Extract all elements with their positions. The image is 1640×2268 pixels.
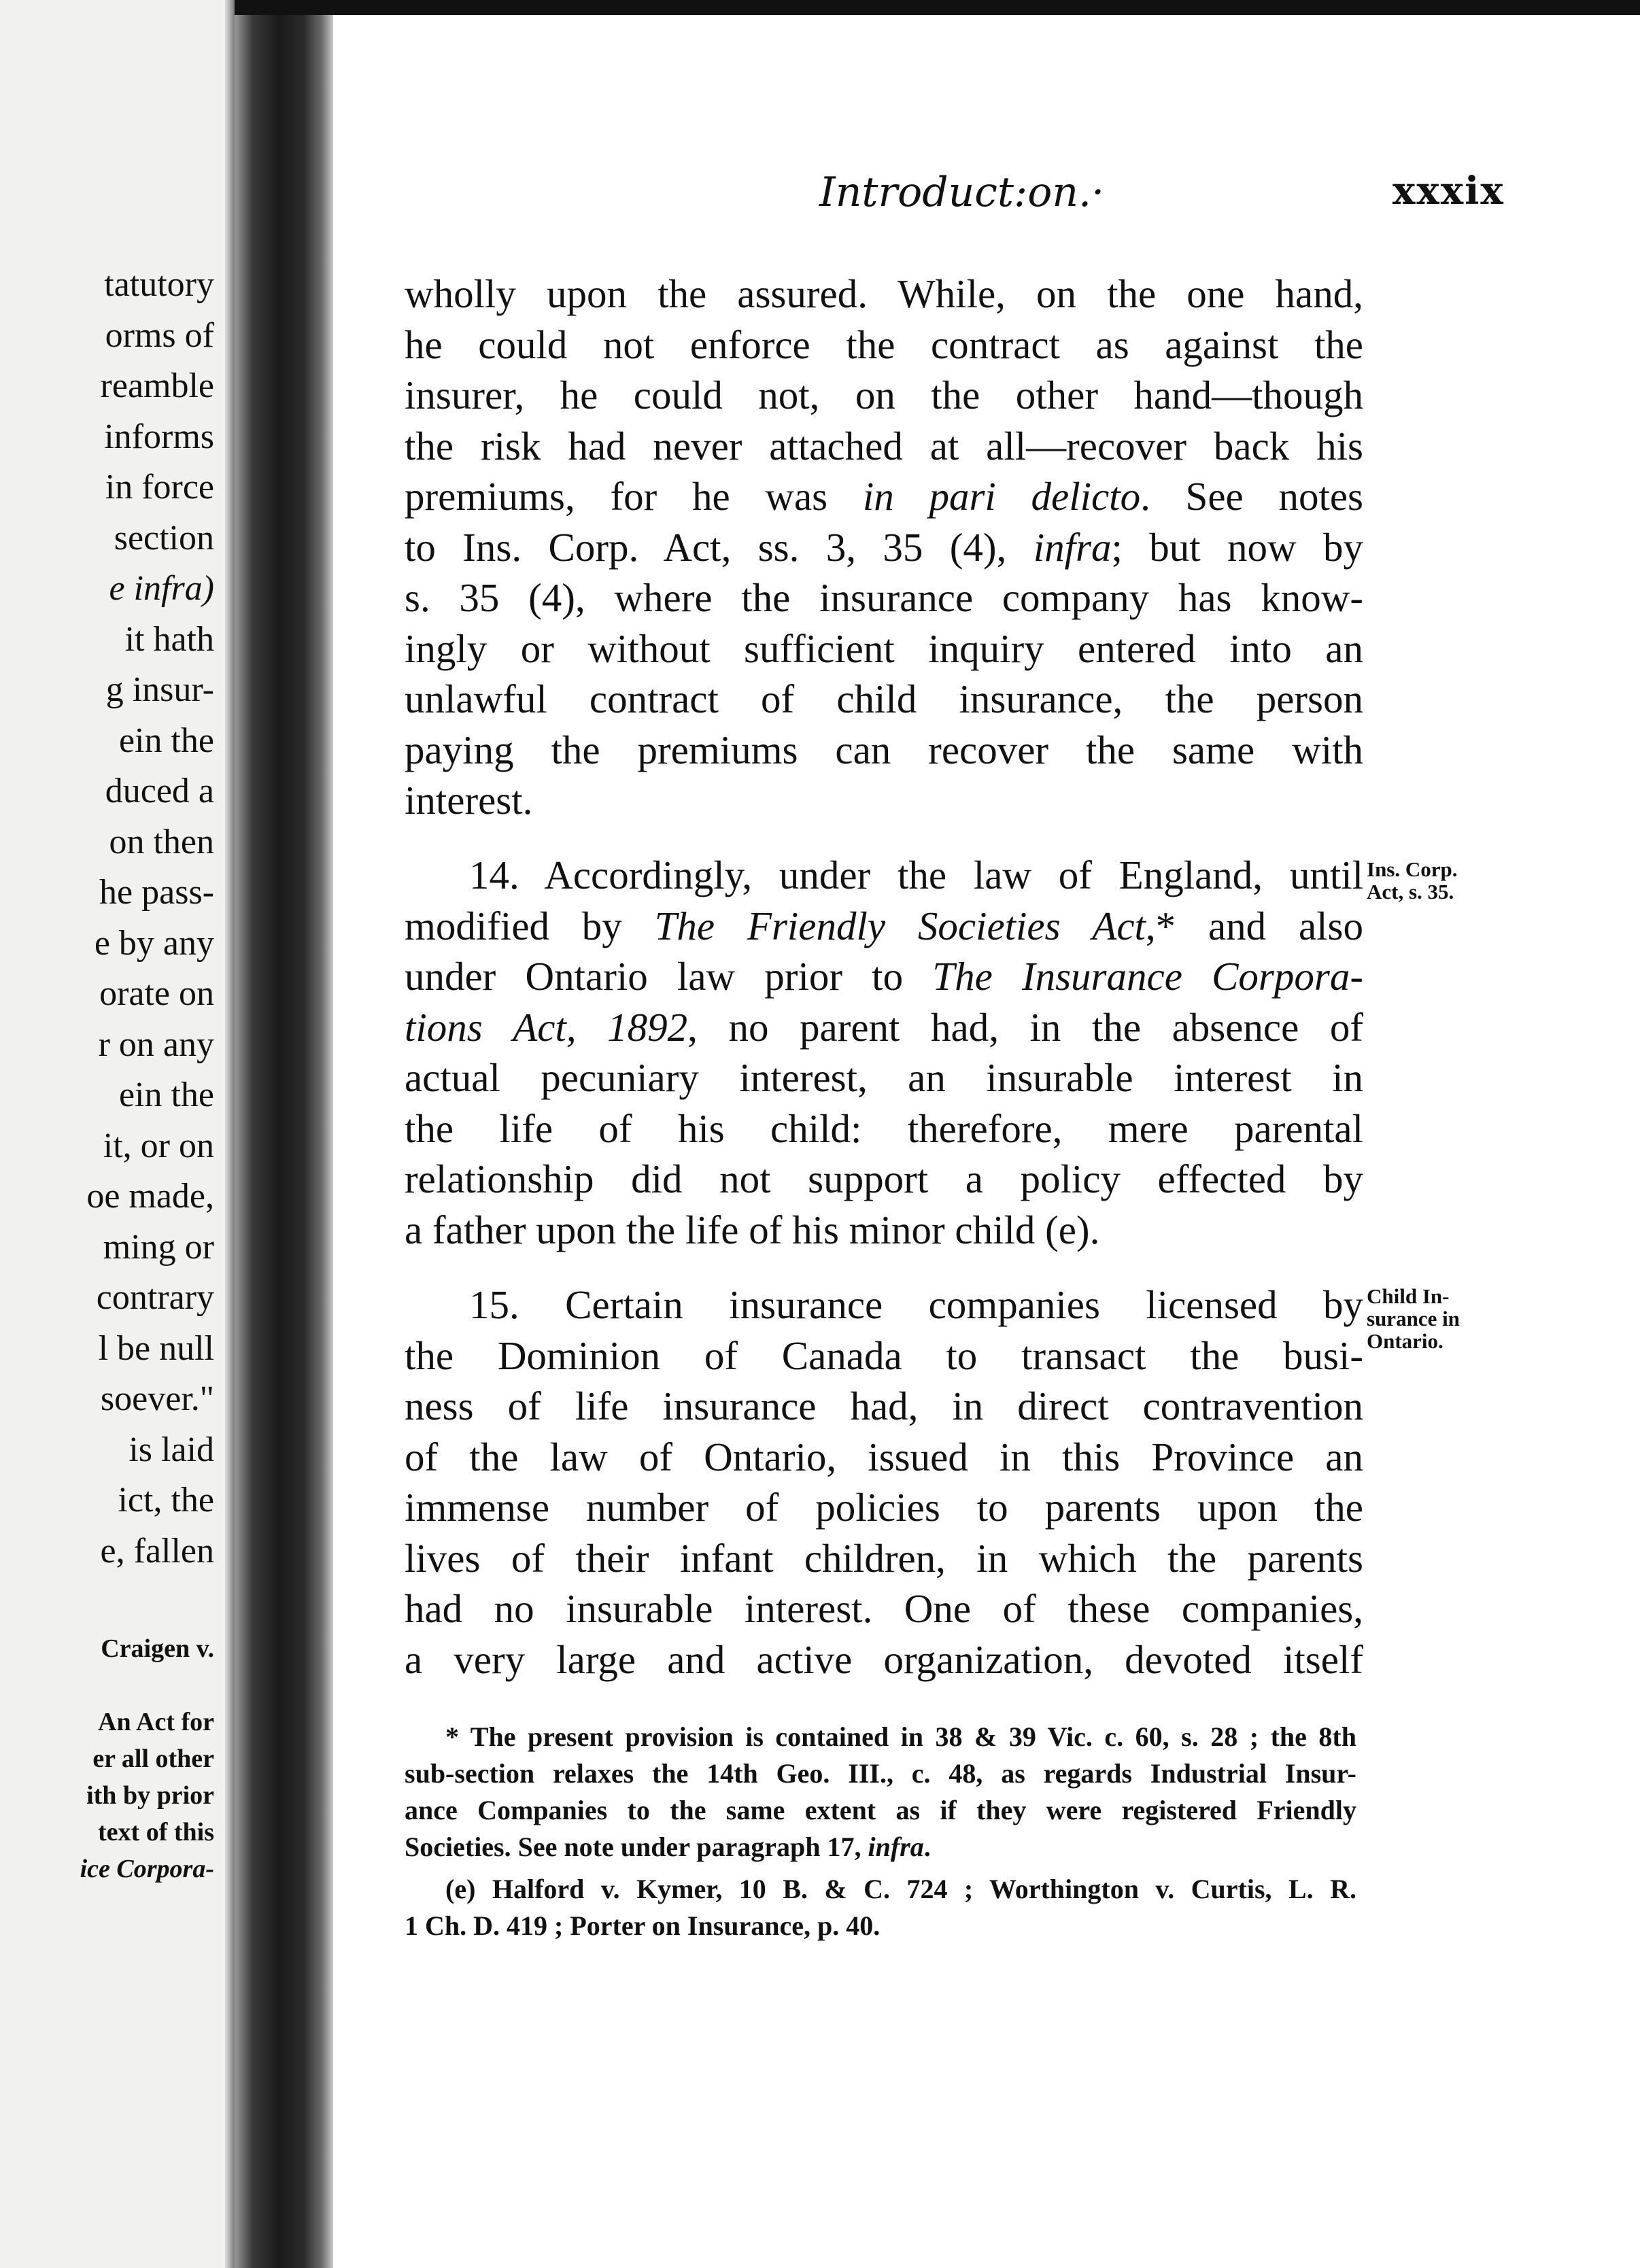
footnote-line: sub-section relaxes the 14th Geo. III., c. 48, as regards Industrial Insur- bbox=[405, 1758, 1356, 1789]
footnote-line: ith by prior bbox=[86, 1781, 214, 1810]
text-line: oe made, bbox=[86, 1177, 214, 1216]
footnote-line: ance Companies to the same extent as if they were registered Friendly bbox=[405, 1795, 1356, 1825]
previous-page-text bbox=[86, 260, 214, 1577]
text-line: tions Act, 1892, no parent had, in the absence of bbox=[405, 1004, 1363, 1050]
text-line: he pass- bbox=[99, 873, 214, 912]
footnote-line: ice Corpora- bbox=[80, 1855, 214, 1883]
text-line: section bbox=[114, 518, 214, 557]
footnote-line: Societies. See note under paragraph 17, infra. bbox=[405, 1832, 931, 1862]
text-line: reamble bbox=[100, 366, 214, 405]
paragraph-15 bbox=[405, 1279, 1363, 1685]
text-line: l be null bbox=[98, 1328, 214, 1368]
footnote-line bbox=[80, 1667, 214, 1704]
text-line: is laid bbox=[129, 1430, 214, 1469]
text-line: it hath bbox=[124, 619, 214, 659]
page-edge bbox=[225, 0, 235, 2268]
text-line: the risk had never attached at all—recover back his bbox=[405, 423, 1363, 468]
text-line: e by any bbox=[94, 923, 214, 963]
margin-note-line: Child In- bbox=[1367, 1284, 1450, 1308]
text-line: actual pecuniary interest, an insurable interest in bbox=[405, 1055, 1363, 1100]
text-line: g insur- bbox=[105, 670, 214, 709]
footnote-line: (e) Halford v. Kymer, 10 B. & C. 724 ; Worthington v. Curtis, L. R. bbox=[445, 1874, 1356, 1904]
text-line: to Ins. Corp. Act, ss. 3, 35 (4), infra; but now by bbox=[405, 524, 1363, 570]
margin-note-child-insurance bbox=[1367, 1285, 1460, 1352]
text-line: on then bbox=[109, 822, 214, 861]
text-line: in force bbox=[105, 468, 214, 506]
text-line: 14. Accordingly, under the law of England, until bbox=[469, 853, 1363, 897]
text-line: informs bbox=[104, 417, 214, 456]
text-line: he could not enforce the contract as against the bbox=[405, 322, 1363, 367]
text-line: tatutory bbox=[104, 265, 214, 304]
text-line: wholly upon the assured. While, on the one hand, bbox=[405, 271, 1363, 316]
text-line: modified by The Friendly Societies Act,* and also bbox=[405, 903, 1363, 948]
previous-page-footnotes bbox=[80, 1630, 214, 1887]
text-line: soever." bbox=[100, 1379, 214, 1418]
text-line: a very large and active organization, devoted itself bbox=[405, 1636, 1363, 1682]
text-line: lives of their infant children, in which the parents bbox=[405, 1535, 1363, 1581]
text-line: had no insurable interest. One of these companies, bbox=[405, 1586, 1363, 1631]
text-line: premiums, for he was in pari delicto. See notes bbox=[405, 474, 1363, 519]
text-line: duced a bbox=[105, 772, 214, 810]
text-line: e infra) bbox=[109, 569, 214, 608]
text-line: relationship did not support a policy effected by bbox=[405, 1156, 1363, 1201]
footnote-line: Craigen v. bbox=[101, 1634, 214, 1663]
paragraph-13-continuation bbox=[405, 269, 1363, 826]
text-line: insurer, he could not, on the other hand—though bbox=[405, 373, 1363, 417]
footnote-e bbox=[405, 1871, 1356, 1944]
book-gutter-shadow bbox=[235, 0, 333, 2268]
footnote-line: er all other bbox=[92, 1745, 214, 1773]
text-line: orms of bbox=[105, 315, 214, 355]
text-line: ness of life insurance had, in direct contravention bbox=[405, 1384, 1363, 1428]
text-line: under Ontario law prior to The Insurance Corpora- bbox=[405, 954, 1363, 999]
text-line: orate on bbox=[99, 974, 214, 1013]
text-line: a father upon the life of his minor child (e). bbox=[405, 1207, 1100, 1252]
previous-page-fragment bbox=[0, 0, 235, 2268]
margin-note-ins-corp bbox=[1367, 858, 1458, 903]
text-line: contrary bbox=[96, 1278, 214, 1317]
text-line: the life of his child: therefore, mere parental bbox=[405, 1105, 1363, 1151]
footnote-star bbox=[405, 1719, 1356, 1866]
margin-note-line: Ontario. bbox=[1367, 1329, 1443, 1353]
text-line: ming or bbox=[103, 1227, 214, 1267]
footnote-line: 1 Ch. D. 419 ; Porter on Insurance, p. 40. bbox=[405, 1910, 881, 1941]
footnote-line: An Act for bbox=[98, 1708, 214, 1736]
text-line: immense number of policies to parents upon the bbox=[405, 1485, 1363, 1530]
text-line: of the law of Ontario, issued in this Province an bbox=[405, 1434, 1363, 1479]
text-line: s. 35 (4), where the insurance company has know- bbox=[405, 575, 1363, 620]
text-line: the Dominion of Canada to transact the busi- bbox=[405, 1333, 1363, 1378]
paragraph-14 bbox=[405, 850, 1363, 1255]
text-line: ict, the bbox=[118, 1481, 214, 1519]
text-line: e, fallen bbox=[100, 1531, 214, 1570]
margin-note-line: surance in bbox=[1367, 1307, 1460, 1330]
text-line: r on any bbox=[98, 1025, 214, 1064]
footnote-line: * The present provision is contained in 38 & 39 Vic. c. 60, s. 28 ; the 8th bbox=[445, 1721, 1356, 1752]
text-line: ein the bbox=[118, 721, 214, 760]
scan-border bbox=[235, 0, 1640, 15]
footnote-line: text of this bbox=[98, 1818, 214, 1846]
margin-note-line: Act, s. 35. bbox=[1367, 880, 1454, 904]
text-line: interest. bbox=[405, 778, 533, 823]
text-line: 15. Certain insurance companies licensed by bbox=[469, 1282, 1363, 1327]
text-line: unlawful contract of child insurance, the person bbox=[405, 676, 1363, 721]
page-number: xxxix bbox=[1393, 169, 1505, 213]
text-line: it, or on bbox=[103, 1126, 214, 1165]
margin-note-line: Ins. Corp. bbox=[1367, 857, 1458, 881]
running-head: Introduct:on.· bbox=[819, 169, 1105, 216]
text-line: ingly or without sufficient inquiry entered into an bbox=[405, 625, 1363, 671]
text-line: paying the premiums can recover the same with bbox=[405, 727, 1363, 772]
text-line: ein the bbox=[118, 1076, 214, 1114]
